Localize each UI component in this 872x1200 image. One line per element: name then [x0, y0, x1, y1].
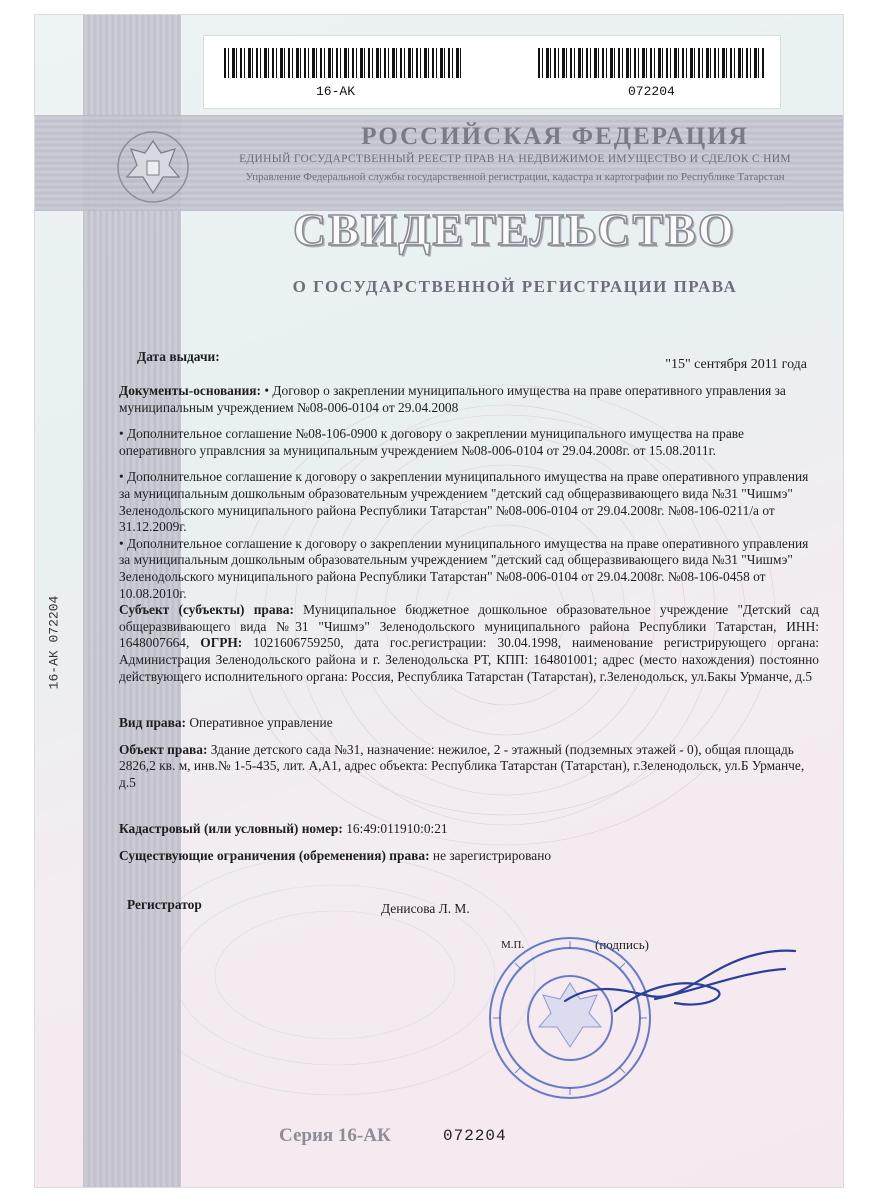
barcode-right [538, 48, 764, 78]
ogrn-label: ОГРН: [200, 635, 243, 651]
document-title: СВИДЕТЕЛЬСТВО [293, 204, 736, 255]
object-value: Здание детского сада №31, назначение: нежилое, 2 - этажный (подземных этажей - 0), общая площадь 2826,2 кв. м, инв.№ 1-5-435, лит. А,А1, адрес объекта: Республика Татарстан (Татарстан), г.Зеленодольск, ул.Б Урманче, д.5 [119, 741, 805, 790]
subject-text-b: 1021606759250, дата гос.регистрации: 30.04.1998, наименование регистрирующего органа: Администрация Зеленодольского района и г. Зеленодольска РТ, КПП: 164801001; адрес (место нахождения) постоянно действующего исполнительного органа: Россия, Республика Татарстан (Татарстан), г.Зеленодольск, ул.Бакы Урманче, д.5 [119, 635, 819, 684]
issue-date-label: Дата выдачи: [137, 349, 220, 364]
object-row [119, 742, 819, 792]
encumbrances-value: не зарегистрировано [432, 848, 552, 864]
documents-item-1: • Договор о закреплении муниципального имущества на праве оперативного управления за муниципальным учреждением №08-006-0104 от 29.04.2008 [119, 383, 786, 415]
documents-item-2: • Дополнительное соглашение №08-106-0900 к договору о закреплении муниципального имущества на праве оперативного управлсния за муниципальным учреждением №08-006-0104 от 29.04.2008г. от 15.08.2011г. [119, 426, 744, 458]
object-label: Объект права: [119, 741, 208, 757]
right-type-row [119, 715, 819, 732]
subject-text-a: Муниципальное бюджетное дошкольное образовательное учреждение "Детский сад общеразвивающего вида №31 "Чишмэ" Зеленодольского муниципального района Республики Татарстан, ИНН: 1648007664, [119, 602, 819, 651]
documents-label: Документы-основания: [119, 383, 262, 398]
documents-basis [119, 383, 819, 416]
cadastral-row [119, 821, 819, 838]
barcode-left-label: 16-AK [316, 84, 356, 99]
cadastral-label: Кадастровый (или условный) номер: [119, 821, 343, 837]
documents-item-4: • Дополнительное соглашение к договору о закреплении муниципального имущества на праве оперативного управления за муниципальным дошкольным образовательным учреждением "детский сад общеразвивающего вида №31 "Чишмэ" Зеленодольского муниципального района Республики Татарстан" №08-006-0104 от 29.04.2008г. №08-106-0458 от 10.08.2010г. [119, 535, 809, 601]
registrar-signature [555, 941, 805, 1031]
footer-series: Серия 16-АК [279, 1125, 391, 1146]
header-department: Управление Федеральной службы государственной регистрации, кадастра и картографии по Республике Татарстан [245, 171, 785, 183]
certificate-body [119, 347, 819, 957]
seal-place-label: М.П. [501, 938, 525, 951]
footer-serial-number: 072204 [443, 1127, 507, 1145]
subject-label: Субъект (субъекты) права: [119, 602, 294, 618]
header-country: РОССИЙСКАЯ ФЕДЕРАЦИЯ [361, 123, 749, 150]
document-subtitle: О ГОСУДАРСТВЕННОЙ РЕГИСТРАЦИИ ПРАВА [292, 277, 738, 296]
header-registry: ЕДИНЫЙ ГОСУДАРСТВЕННЫЙ РЕЕСТР ПРАВ НА НЕДВИЖИМОЕ ИМУЩЕСТВО И СДЕЛОК С НИМ [239, 153, 791, 165]
barcode-left [224, 48, 462, 78]
barcode-strip [203, 35, 781, 109]
signature-label: (подпись) [595, 936, 649, 952]
certificate-sheet [34, 14, 844, 1188]
barcode-right-label: 072204 [628, 84, 675, 99]
registrar-name: Денисова Л. М. [381, 900, 470, 916]
documents-item-3: • Дополнительное соглашение к договору о закреплении муниципального имущества на праве оперативного управления за муниципальным дошкольным образовательным учреждением "детский сад общеразвивающего вида №31 "Чишмэ" Зеленодольского муниципального района Республики Татарстан" №08-006-0104 от 29.04.2008г. №08-106-0211/а от 31.12.2009г. [119, 469, 809, 535]
issue-date-row [119, 347, 819, 383]
registrar-label: Регистратор [127, 896, 202, 912]
cadastral-value: 16:49:011910:0:21 [346, 821, 448, 837]
side-serial-number: 16-АК 072204 [46, 595, 62, 690]
right-type-label: Вид права: [119, 715, 187, 731]
right-type-value: Оперативное управление [189, 715, 333, 731]
subject-paragraph [119, 602, 819, 685]
coat-of-arms-icon [115, 127, 191, 207]
encumbrances-row [119, 848, 819, 865]
encumbrances-label: Существующие ограничения (обременения) права: [119, 848, 430, 864]
issue-date-value: "15" сентября 2011 года [665, 357, 807, 372]
